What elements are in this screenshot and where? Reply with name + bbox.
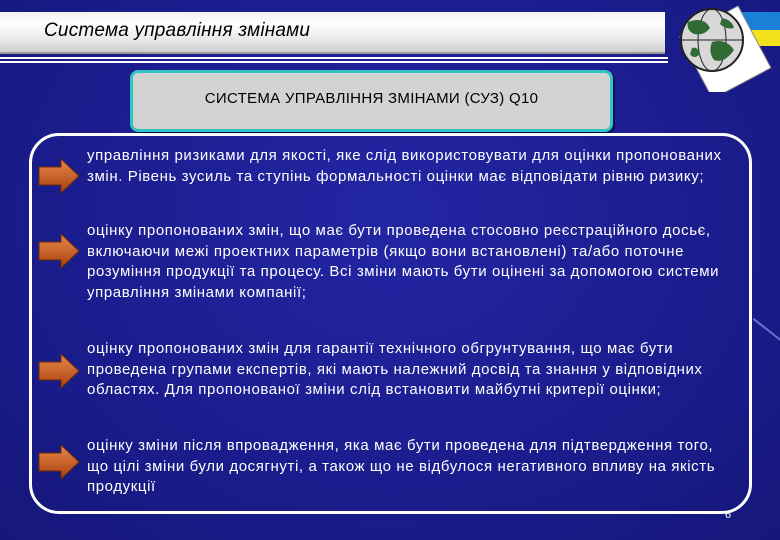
arrow-right-icon <box>38 353 80 389</box>
divider-line <box>0 61 668 63</box>
decorative-line <box>753 318 780 357</box>
arrow-right-icon <box>38 233 80 269</box>
list-item-text: оцінку пропонованих змін для гарантії технічного обгрунтування, що має бути проведена групами експертів, які мають належний досвід та знання у відповідних областях. Для пропонованої зміни слід встановити майбутні критерії оцінки; <box>87 340 703 398</box>
title-bar <box>0 12 665 54</box>
page-title: Система управління змінами <box>44 20 311 41</box>
list-item-text: управління ризиками для якості, яке слід використовувати для оцінки пропонованих змін. Рівень зусиль та ступінь формальності оцінки має відповідати рівню ризику; <box>87 147 722 185</box>
list-item-text: оцінку пропонованих змін, що має бути проведена стосовно реєстраційного досьє, включаючи межі проектних параметрів (якщо вони встановлені) та/або поточне розуміння продукції та процесу. Всі зміни мають бути оцінені за допомогою системи управління змінами компанії; <box>87 222 720 301</box>
arrow-right-icon <box>38 444 80 480</box>
divider-line <box>0 57 668 59</box>
page-number: 6 <box>725 509 732 521</box>
arrow-right-icon <box>38 158 80 194</box>
globe-flag-icon <box>664 0 780 92</box>
list-item-text: оцінку зміни після впровадження, яка має бути проведена для підтвердження того, що цілі зміни були досягнуті, а також що не відбулося негативного впливу на якість продукції <box>87 437 716 495</box>
section-heading: СИСТЕМА УПРАВЛІННЯ ЗМІНАМИ (СУЗ) Q10 <box>204 90 539 107</box>
section-heading-box <box>130 70 613 132</box>
